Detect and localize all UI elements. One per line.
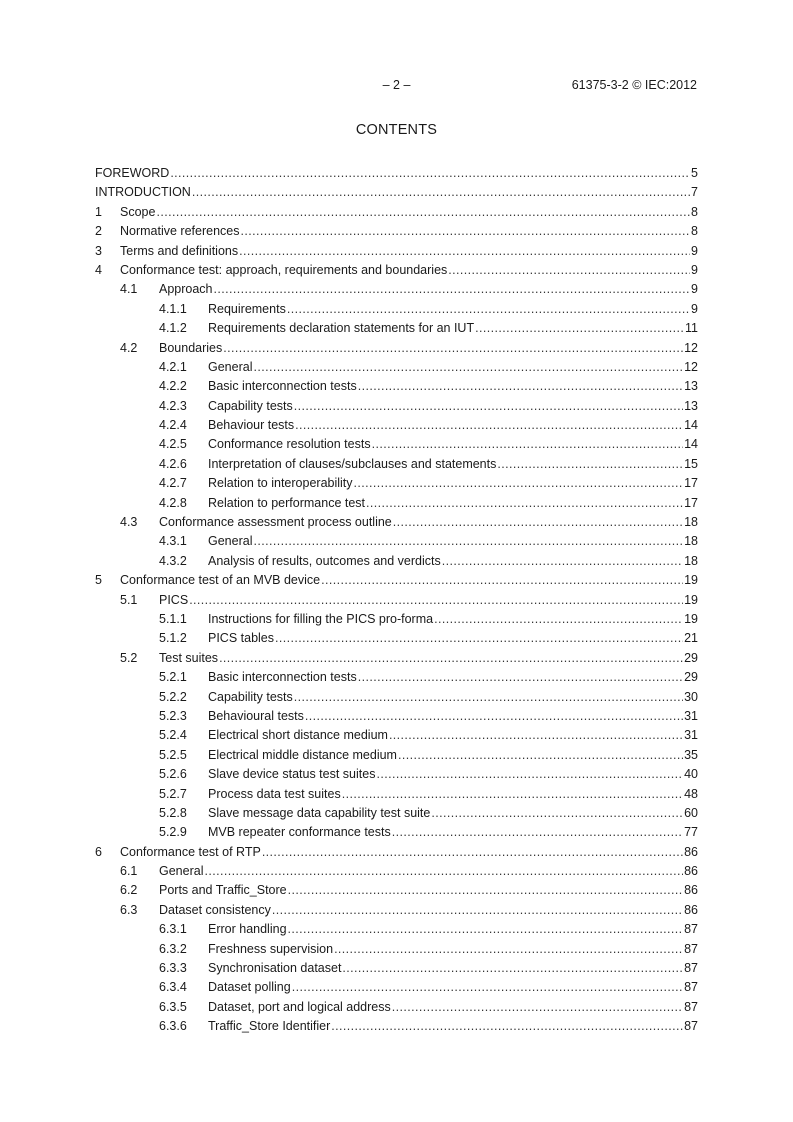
toc-entry-page: 18 <box>684 515 698 530</box>
toc-entry-title: Requirements declaration statements for an IUT <box>208 321 475 336</box>
toc-entry-page: 8 <box>691 224 698 239</box>
dot-leader <box>219 649 683 668</box>
toc-entry-number: 5.2.5 <box>159 747 187 762</box>
toc-entry-page: 9 <box>691 262 698 277</box>
dot-leader <box>275 629 683 648</box>
dot-leader <box>272 901 683 920</box>
toc-entry[interactable] <box>95 358 698 377</box>
toc-entry[interactable] <box>95 998 698 1017</box>
toc-entry-page: 13 <box>684 398 698 413</box>
toc-entry[interactable] <box>95 242 698 261</box>
toc-entry[interactable] <box>95 183 698 202</box>
dot-leader <box>442 552 683 571</box>
toc-entry[interactable] <box>95 591 698 610</box>
dot-leader <box>223 339 683 358</box>
dot-leader <box>392 823 683 842</box>
toc-entry[interactable] <box>95 397 698 416</box>
toc-entry-number: 4.2.6 <box>159 456 187 471</box>
toc-entry[interactable] <box>95 494 698 513</box>
toc-entry-number: 4.1.2 <box>159 321 187 336</box>
toc-entry-title: INTRODUCTION <box>95 185 191 200</box>
toc-entry-page: 19 <box>684 611 698 626</box>
toc-entry-page: 77 <box>684 825 698 840</box>
dot-leader <box>294 688 683 707</box>
toc-entry-title: Relation to performance test <box>208 495 366 510</box>
toc-entry[interactable] <box>95 804 698 823</box>
toc-entry[interactable] <box>95 222 698 241</box>
toc-entry-title: Conformance test of an MVB device <box>120 573 321 588</box>
dot-leader <box>262 843 683 862</box>
dot-leader <box>239 242 690 261</box>
toc-entry-number: 5.2.2 <box>159 689 187 704</box>
toc-entry[interactable] <box>95 339 698 358</box>
toc-entry[interactable] <box>95 688 698 707</box>
toc-entry-page: 12 <box>684 359 698 374</box>
dot-leader <box>392 998 683 1017</box>
toc-entry-title: PICS tables <box>208 631 275 646</box>
toc-entry-page: 21 <box>684 631 698 646</box>
toc-entry-title: Conformance test of RTP <box>120 844 261 859</box>
toc-entry-title: Relation to interoperability <box>208 476 353 491</box>
toc-entry-number: 5.2.7 <box>159 786 187 801</box>
toc-entry-title: Process data test suites <box>208 786 341 801</box>
toc-entry-title: Conformance assessment process outline <box>159 515 392 530</box>
toc-entry[interactable] <box>95 377 698 396</box>
toc-entry-page: 18 <box>684 534 698 549</box>
toc-entry-title: Scope <box>120 204 156 219</box>
toc-entry-number: 2 <box>95 224 102 239</box>
toc-entry-number: 5 <box>95 573 102 588</box>
toc-entry[interactable] <box>95 823 698 842</box>
toc-entry-page: 9 <box>691 282 698 297</box>
toc-entry[interactable] <box>95 300 698 319</box>
toc-entry-page: 87 <box>684 999 698 1014</box>
toc-entry[interactable] <box>95 668 698 687</box>
toc-entry-title: Boundaries <box>159 340 223 355</box>
toc-entry-title: Test suites <box>159 650 219 665</box>
toc-entry-number: 4.2.7 <box>159 476 187 491</box>
toc-entry-title: Ports and Traffic_Store <box>159 883 287 898</box>
toc-entry[interactable] <box>95 474 698 493</box>
dot-leader <box>321 571 683 590</box>
table-of-contents <box>95 164 698 1037</box>
toc-entry-title: Slave device status test suites <box>208 767 376 782</box>
toc-entry-number: 5.1.1 <box>159 611 187 626</box>
toc-entry-number: 4.1.1 <box>159 301 187 316</box>
toc-entry[interactable] <box>95 629 698 648</box>
toc-entry-number: 4.2.1 <box>159 359 187 374</box>
toc-entry[interactable] <box>95 319 698 338</box>
toc-entry-title: Capability tests <box>208 689 293 704</box>
toc-entry-number: 5.2.8 <box>159 805 187 820</box>
toc-entry-title: Electrical short distance medium <box>208 728 388 743</box>
toc-entry-number: 4.1 <box>120 282 138 297</box>
dot-leader <box>156 203 690 222</box>
toc-entry-page: 86 <box>684 883 698 898</box>
toc-entry-title: Slave message data capability test suite <box>208 805 431 820</box>
toc-entry-page: 12 <box>684 340 698 355</box>
toc-entry-number: 5.2.9 <box>159 825 187 840</box>
toc-entry-number: 4.2 <box>120 340 138 355</box>
toc-entry[interactable] <box>95 881 698 900</box>
toc-entry-number: 6.3.6 <box>159 1019 187 1034</box>
toc-entry[interactable] <box>95 901 698 920</box>
dot-leader <box>334 940 683 959</box>
toc-entry[interactable] <box>95 610 698 629</box>
toc-entry-title: Behavioural tests <box>208 708 304 723</box>
dot-leader <box>342 785 683 804</box>
toc-entry-page: 30 <box>684 689 698 704</box>
toc-entry-title: General <box>208 359 253 374</box>
dot-leader <box>434 610 683 629</box>
dot-leader <box>192 183 690 202</box>
toc-entry-number: 6.3.1 <box>159 922 187 937</box>
toc-entry-number: 4.2.2 <box>159 379 187 394</box>
toc-entry-number: 6 <box>95 844 102 859</box>
dot-leader <box>204 862 683 881</box>
toc-entry-page: 5 <box>691 166 698 180</box>
toc-entry-page: 8 <box>691 204 698 219</box>
toc-entry[interactable] <box>95 552 698 571</box>
document-reference: 61375-3-2 © IEC:2012 <box>571 78 697 92</box>
toc-entry-page: 15 <box>684 456 698 471</box>
toc-entry[interactable] <box>95 164 698 183</box>
toc-entry[interactable] <box>95 785 698 804</box>
toc-entry-page: 86 <box>684 902 698 917</box>
dot-leader <box>389 726 683 745</box>
toc-entry-title: Basic interconnection tests <box>208 379 357 394</box>
toc-entry-page: 31 <box>684 728 698 743</box>
toc-entry-page: 13 <box>684 379 698 394</box>
toc-entry-title: Analysis of results, outcomes and verdicts <box>208 553 441 568</box>
toc-entry-number: 6.3.5 <box>159 999 187 1014</box>
toc-entry-title: General <box>159 864 204 879</box>
toc-entry-title: Interpretation of clauses/subclauses and statements <box>208 456 497 471</box>
toc-entry-page: 87 <box>684 941 698 956</box>
dot-leader <box>372 435 684 454</box>
toc-entry-number: 5.2 <box>120 650 138 665</box>
toc-entry[interactable] <box>95 843 698 862</box>
toc-entry-number: 5.2.6 <box>159 767 187 782</box>
toc-entry[interactable] <box>95 959 698 978</box>
toc-entry-title: Traffic_Store Identifier <box>208 1019 331 1034</box>
toc-entry-page: 35 <box>684 747 698 762</box>
toc-entry-number: 4.3.1 <box>159 534 187 549</box>
toc-entry-title: Instructions for filling the PICS pro-forma <box>208 611 434 626</box>
toc-entry-title: Requirements <box>208 301 286 316</box>
toc-entry-page: 18 <box>684 553 698 568</box>
toc-entry-title: General <box>208 534 253 549</box>
toc-entry-page: 7 <box>691 185 698 200</box>
toc-entry-title: Dataset polling <box>208 980 291 995</box>
dot-leader <box>393 513 683 532</box>
toc-entry-number: 5.2.1 <box>159 670 187 685</box>
toc-entry-page: 9 <box>691 301 698 316</box>
toc-entry[interactable] <box>95 1017 698 1036</box>
toc-entry-page: 29 <box>684 650 698 665</box>
page-number: – 2 – <box>382 78 411 92</box>
toc-entry-page: 29 <box>684 670 698 685</box>
dot-leader <box>170 164 690 183</box>
toc-entry-page: 86 <box>684 844 698 859</box>
toc-entry-page: 87 <box>684 961 698 976</box>
toc-entry-page: 86 <box>684 864 698 879</box>
dot-leader <box>331 1017 683 1036</box>
toc-entry-title: Conformance resolution tests <box>208 437 371 452</box>
toc-entry-page: 48 <box>684 786 698 801</box>
dot-leader <box>241 222 691 241</box>
toc-entry[interactable] <box>95 532 698 551</box>
toc-entry-number: 5.1 <box>120 592 138 607</box>
dot-leader <box>354 474 684 493</box>
toc-entry-page: 17 <box>684 476 698 491</box>
toc-entry[interactable] <box>95 707 698 726</box>
toc-entry-title: Error handling <box>208 922 287 937</box>
dot-leader <box>287 300 690 319</box>
toc-entry-number: 3 <box>95 243 102 258</box>
dot-leader <box>189 591 683 610</box>
toc-entry-page: 19 <box>684 573 698 588</box>
toc-entry-number: 6.1 <box>120 864 138 879</box>
toc-entry-title: Terms and definitions <box>120 243 239 258</box>
toc-entry[interactable] <box>95 513 698 532</box>
toc-entry-number: 4.2.3 <box>159 398 187 413</box>
toc-entry[interactable] <box>95 940 698 959</box>
toc-entry-number: 4.2.8 <box>159 495 187 510</box>
toc-entry-page: 40 <box>684 767 698 782</box>
toc-entry-number: 4.3.2 <box>159 553 187 568</box>
toc-entry-page: 19 <box>684 592 698 607</box>
toc-entry-page: 87 <box>684 922 698 937</box>
dot-leader <box>253 532 683 551</box>
toc-entry-number: 5.2.3 <box>159 708 187 723</box>
toc-entry-number: 6.3 <box>120 902 138 917</box>
toc-entry[interactable] <box>95 978 698 997</box>
toc-entry-number: 6.3.2 <box>159 941 187 956</box>
toc-entry[interactable] <box>95 280 698 299</box>
toc-entry[interactable] <box>95 455 698 474</box>
toc-entry[interactable] <box>95 571 698 590</box>
toc-entry-title: Approach <box>159 282 213 297</box>
toc-entry[interactable] <box>95 920 698 939</box>
toc-entry-number: 5.1.2 <box>159 631 187 646</box>
page-title: CONTENTS <box>355 122 438 138</box>
toc-entry-page: 31 <box>684 708 698 723</box>
toc-entry-title: Synchronisation dataset <box>208 961 342 976</box>
toc-entry-page: 11 <box>685 321 698 336</box>
toc-entry-page: 14 <box>684 437 698 452</box>
toc-entry-title: Capability tests <box>208 398 293 413</box>
toc-entry[interactable] <box>95 746 698 765</box>
dot-leader <box>292 978 683 997</box>
toc-entry-title: Basic interconnection tests <box>208 670 357 685</box>
toc-entry[interactable] <box>95 862 698 881</box>
toc-entry-title: Dataset, port and logical address <box>208 999 391 1014</box>
toc-entry[interactable] <box>95 726 698 745</box>
dot-leader <box>448 261 690 280</box>
toc-entry-title: Electrical middle distance medium <box>208 747 397 762</box>
toc-entry-page: 14 <box>684 418 698 433</box>
dot-leader <box>398 746 683 765</box>
toc-entry-title: Normative references <box>120 224 240 239</box>
toc-entry-number: 5.2.4 <box>159 728 187 743</box>
toc-entry-title: MVB repeater conformance tests <box>208 825 391 840</box>
toc-entry-title: Dataset consistency <box>159 902 271 917</box>
toc-entry-number: 6.2 <box>120 883 138 898</box>
dot-leader <box>305 707 683 726</box>
dot-leader <box>294 397 683 416</box>
toc-entry-title: FOREWORD <box>95 166 170 180</box>
dot-leader <box>358 668 683 687</box>
toc-entry-page: 9 <box>691 243 698 258</box>
dot-leader <box>253 358 683 377</box>
dot-leader <box>214 280 691 299</box>
dot-leader <box>376 765 683 784</box>
toc-entry[interactable] <box>95 416 698 435</box>
toc-entry[interactable] <box>95 203 698 222</box>
toc-entry[interactable] <box>95 435 698 454</box>
toc-entry-title: Conformance test: approach, requirements and boundaries <box>120 262 448 277</box>
toc-entry-number: 4 <box>95 262 102 277</box>
toc-entry[interactable] <box>95 765 698 784</box>
dot-leader <box>288 881 683 900</box>
toc-entry-number: 4.2.4 <box>159 418 187 433</box>
dot-leader <box>342 959 683 978</box>
dot-leader <box>358 377 683 396</box>
toc-entry-page: 17 <box>684 495 698 510</box>
toc-entry-number: 4.2.5 <box>159 437 187 452</box>
toc-entry-number: 4.3 <box>120 515 138 530</box>
toc-entry-number: 6.3.4 <box>159 980 187 995</box>
toc-entry-page: 87 <box>684 980 698 995</box>
toc-entry-number: 1 <box>95 204 102 219</box>
toc-entry-page: 60 <box>684 805 698 820</box>
dot-leader <box>295 416 683 435</box>
toc-entry-number: 6.3.3 <box>159 961 187 976</box>
dot-leader <box>366 494 683 513</box>
dot-leader <box>288 920 684 939</box>
dot-leader <box>475 319 684 338</box>
dot-leader <box>431 804 683 823</box>
toc-entry-page: 87 <box>684 1019 698 1034</box>
toc-entry[interactable] <box>95 261 698 280</box>
toc-entry-title: Freshness supervision <box>208 941 334 956</box>
dot-leader <box>497 455 683 474</box>
toc-entry-title: Behaviour tests <box>208 418 295 433</box>
toc-entry[interactable] <box>95 649 698 668</box>
toc-entry-title: PICS <box>159 592 189 607</box>
